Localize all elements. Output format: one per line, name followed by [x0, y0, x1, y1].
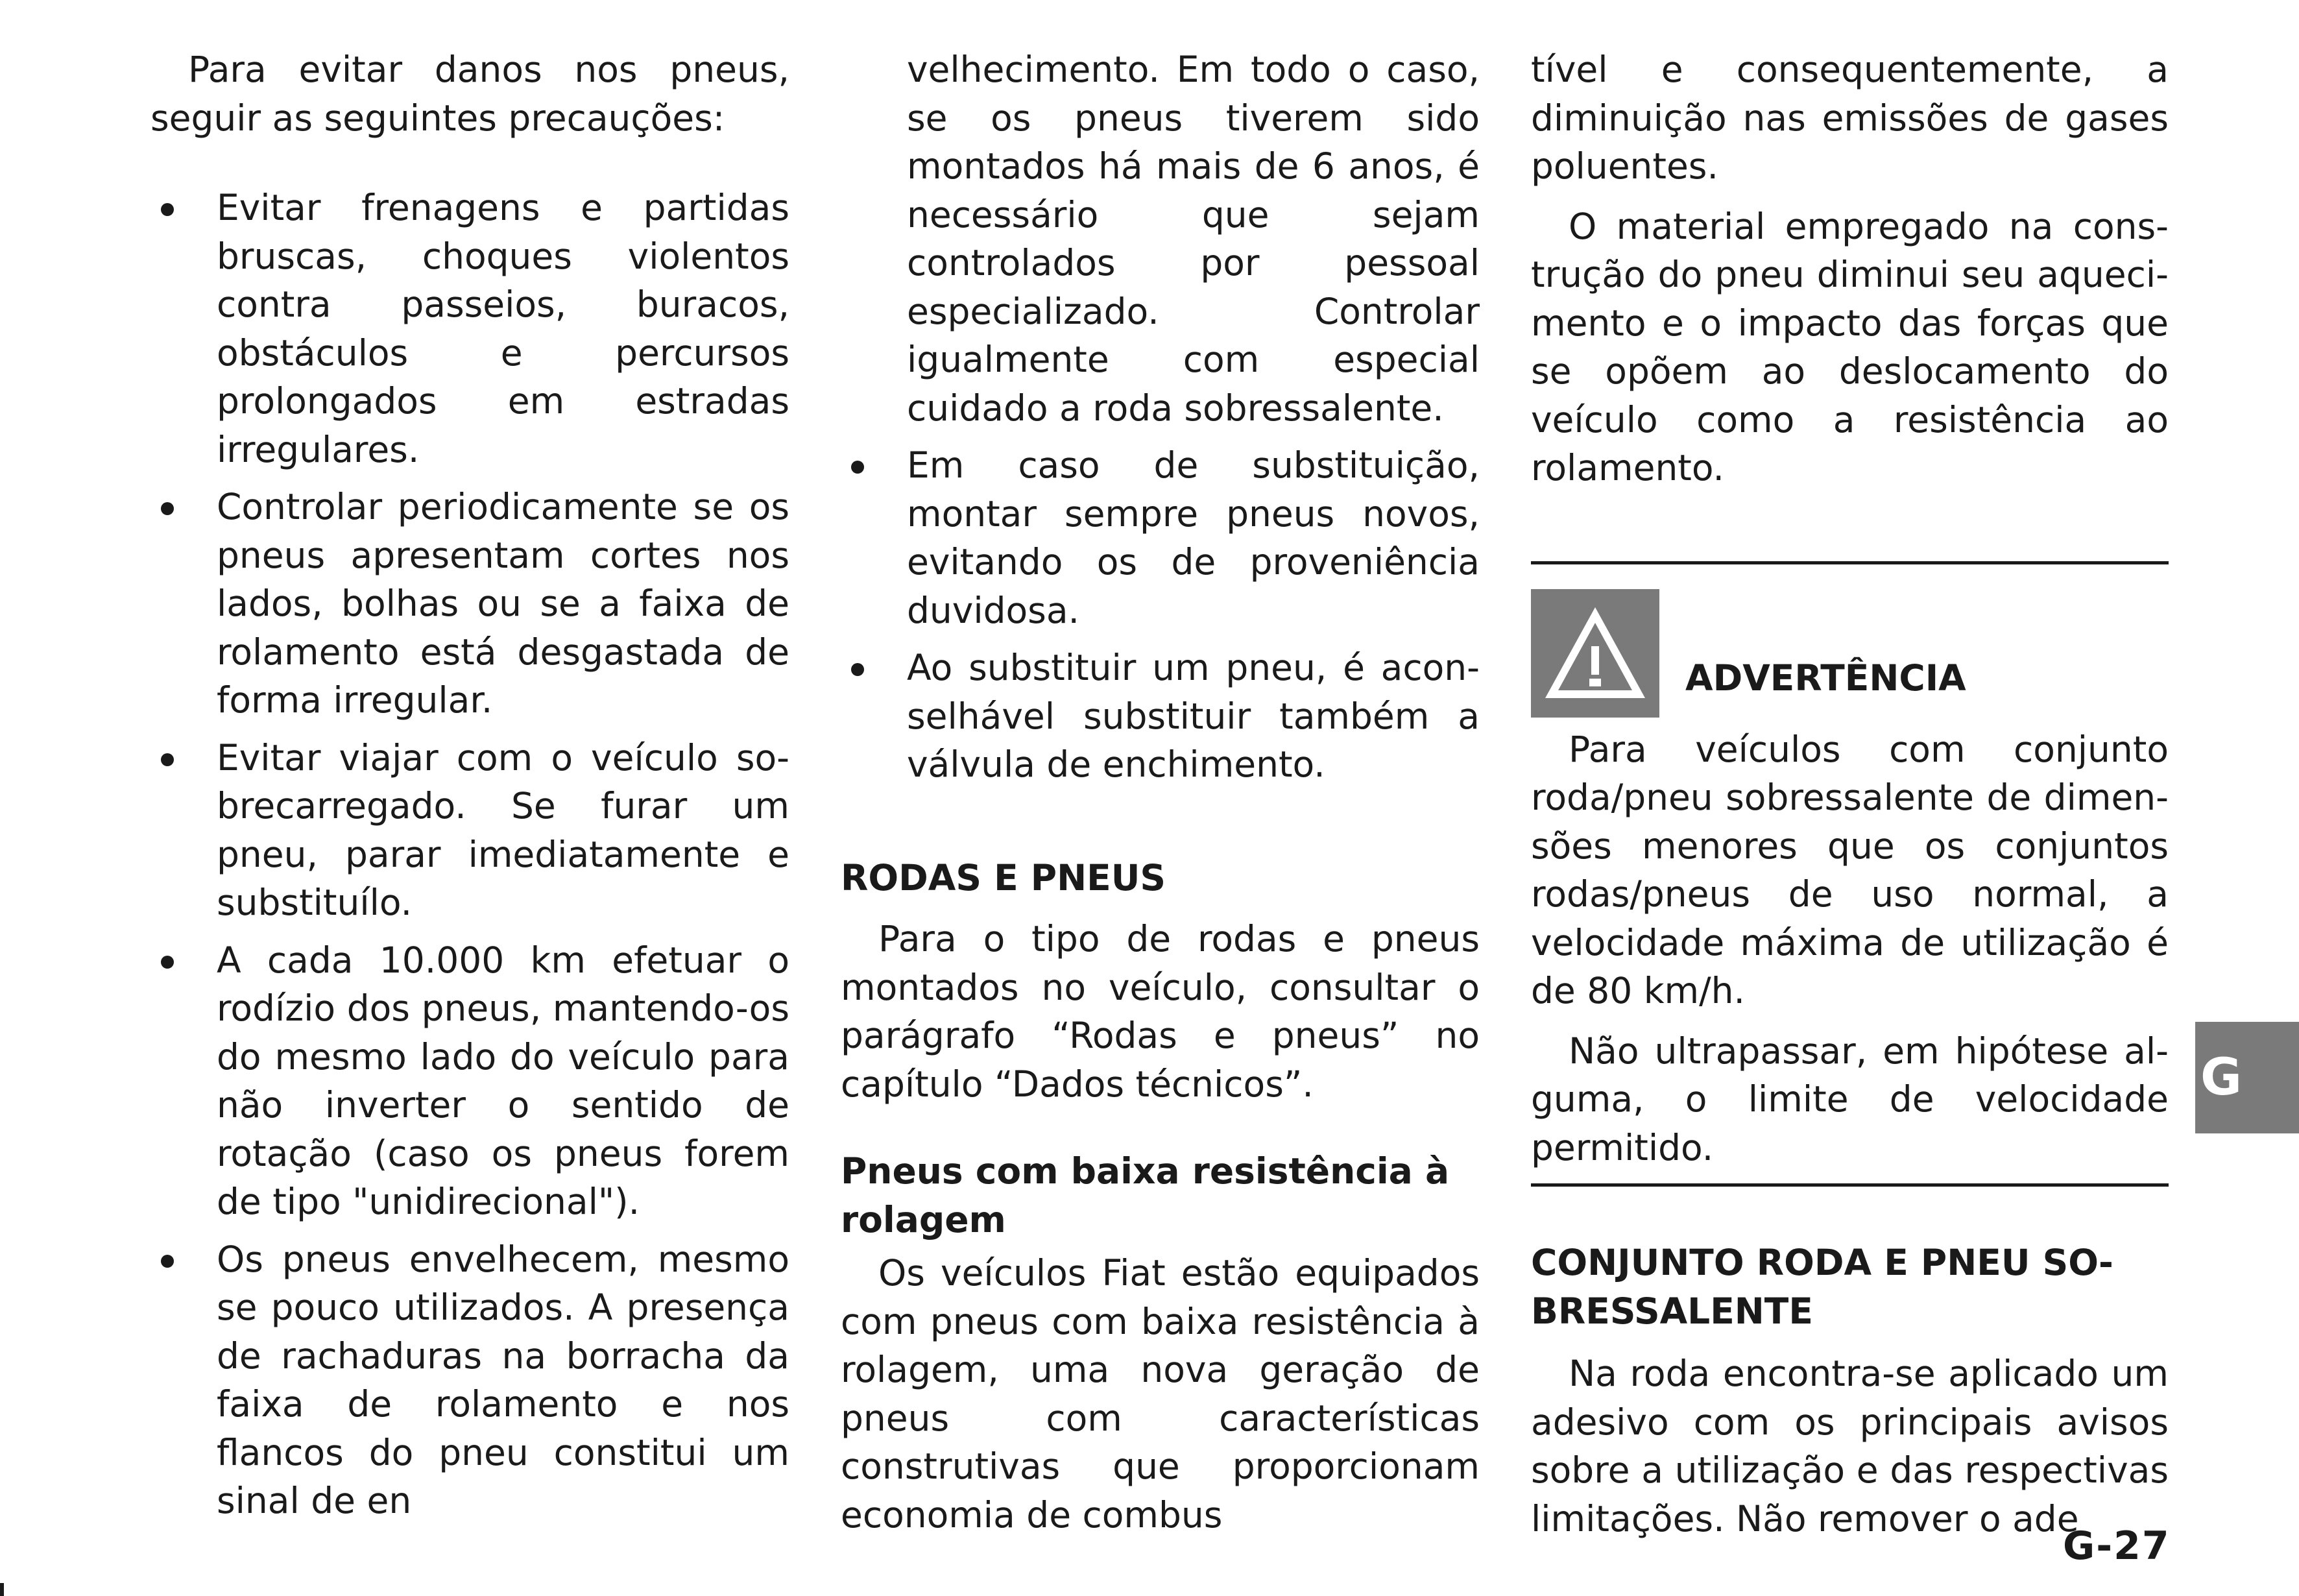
rodas-paragraph: Para o tipo de rodas e pneus montados no veículo, consultar o parágrafo “Rodas e pneus” no capítulo “Dados técnicos”. — [841, 918, 1480, 1105]
warning-icon — [1531, 589, 1659, 718]
warning-title: ADVERTÊNCIA — [1685, 657, 1966, 699]
pneus-paragraph: Os veículos Fiat estão equipados com pneus com baixa resistência à rolagem, uma nova geração de pneus com características construtivas que proporcionam economia de combus — [841, 1252, 1480, 1536]
list-item: Em caso de substituição, montar sempre pneus novos, evitando os de proveniência duvidosa. — [841, 441, 1480, 635]
material-paragraph: O material empregado na construção do pneu diminui seu aquecimento e o impacto das forças que se opõem ao deslocamento do veículo como a resistência ao rolamento. — [1531, 205, 2169, 489]
continuation-paragraph: tível e consequentemente, a diminuição nas emissões de gases poluentes. — [1531, 49, 2169, 187]
section-tab: G — [2195, 1022, 2299, 1133]
page-number: G-27 — [2063, 1523, 2171, 1569]
divider — [1531, 1183, 2169, 1187]
list-item: Controlar periodicamente se os pneus apresentam cortes nos lados, bolhas ou se a faixa de rolamento está desgastada de forma irregular. — [150, 483, 789, 725]
warning-block — [1531, 589, 2169, 738]
subsection-heading-pneus: Pneus com baixa resistência à rolagem — [841, 1150, 1450, 1240]
list-item: Os pneus envelhecem, mesmo se pouco utilizados. A presença de rachaduras na borracha da faixa de rolamento e nos flancos do pneu constitui um sinal de en — [150, 1235, 789, 1525]
intro-paragraph: Para evitar danos nos pneus, seguir as seguintes precauções: — [150, 49, 789, 139]
list-item: Ao substituir um pneu, é aconselhável substituir também a válvula de enchimento. — [841, 644, 1480, 789]
section-heading-conjunto: CONJUNTO RODA E PNEU SOBRESSALENTE — [1531, 1242, 2113, 1332]
list-item: A cada 10.000 km efetuar o rodízio dos pneus, mantendo-os do mesmo lado do veículo para não inverter o sentido de rotação (caso os pneus forem de tipo "unidirecional"). — [150, 936, 789, 1226]
replacement-list — [841, 441, 1480, 789]
column-1 — [150, 45, 789, 1534]
continuation-paragraph: velhecimento. Em todo o caso, se os pneus tiverem sido montados há mais de 6 anos, é necessário que sejam controlados por pessoal especializado. Controlar igualmente com especial cuidado a roda sobressalente. — [907, 49, 1480, 429]
precautions-list — [150, 184, 789, 1525]
list-item: Evitar frenagens e partidas bruscas, choques violentos contra passeios, buracos, obstáculos e percursos prolongados em estradas irregulares. — [150, 184, 789, 474]
list-item: Evitar viajar com o veículo sobrecarregado. Se furar um pneu, parar imediatamente e substituílo. — [150, 734, 789, 927]
warning-paragraph-1: Para veículos com conjunto roda/pneu sobressalente de dimensões menores que os conjuntos rodas/pneus de uso normal, a velocidade máxima de utilização é de 80 km/h. — [1531, 728, 2169, 1011]
column-3 — [1531, 45, 2169, 1554]
divider — [1531, 561, 2169, 564]
column-2 — [841, 45, 1480, 1551]
crop-mark — [0, 1583, 4, 1596]
warning-paragraph-2: Não ultrapassar, em hipótese alguma, o limite de velocidade permitido. — [1531, 1030, 2169, 1168]
conjunto-paragraph: Na roda encontra-se aplicado um adesivo com os principais avisos sobre a utilização e das respectivas limitações. Não remover o ade — [1531, 1353, 2169, 1540]
section-heading-rodas: RODAS E PNEUS — [841, 856, 1166, 899]
